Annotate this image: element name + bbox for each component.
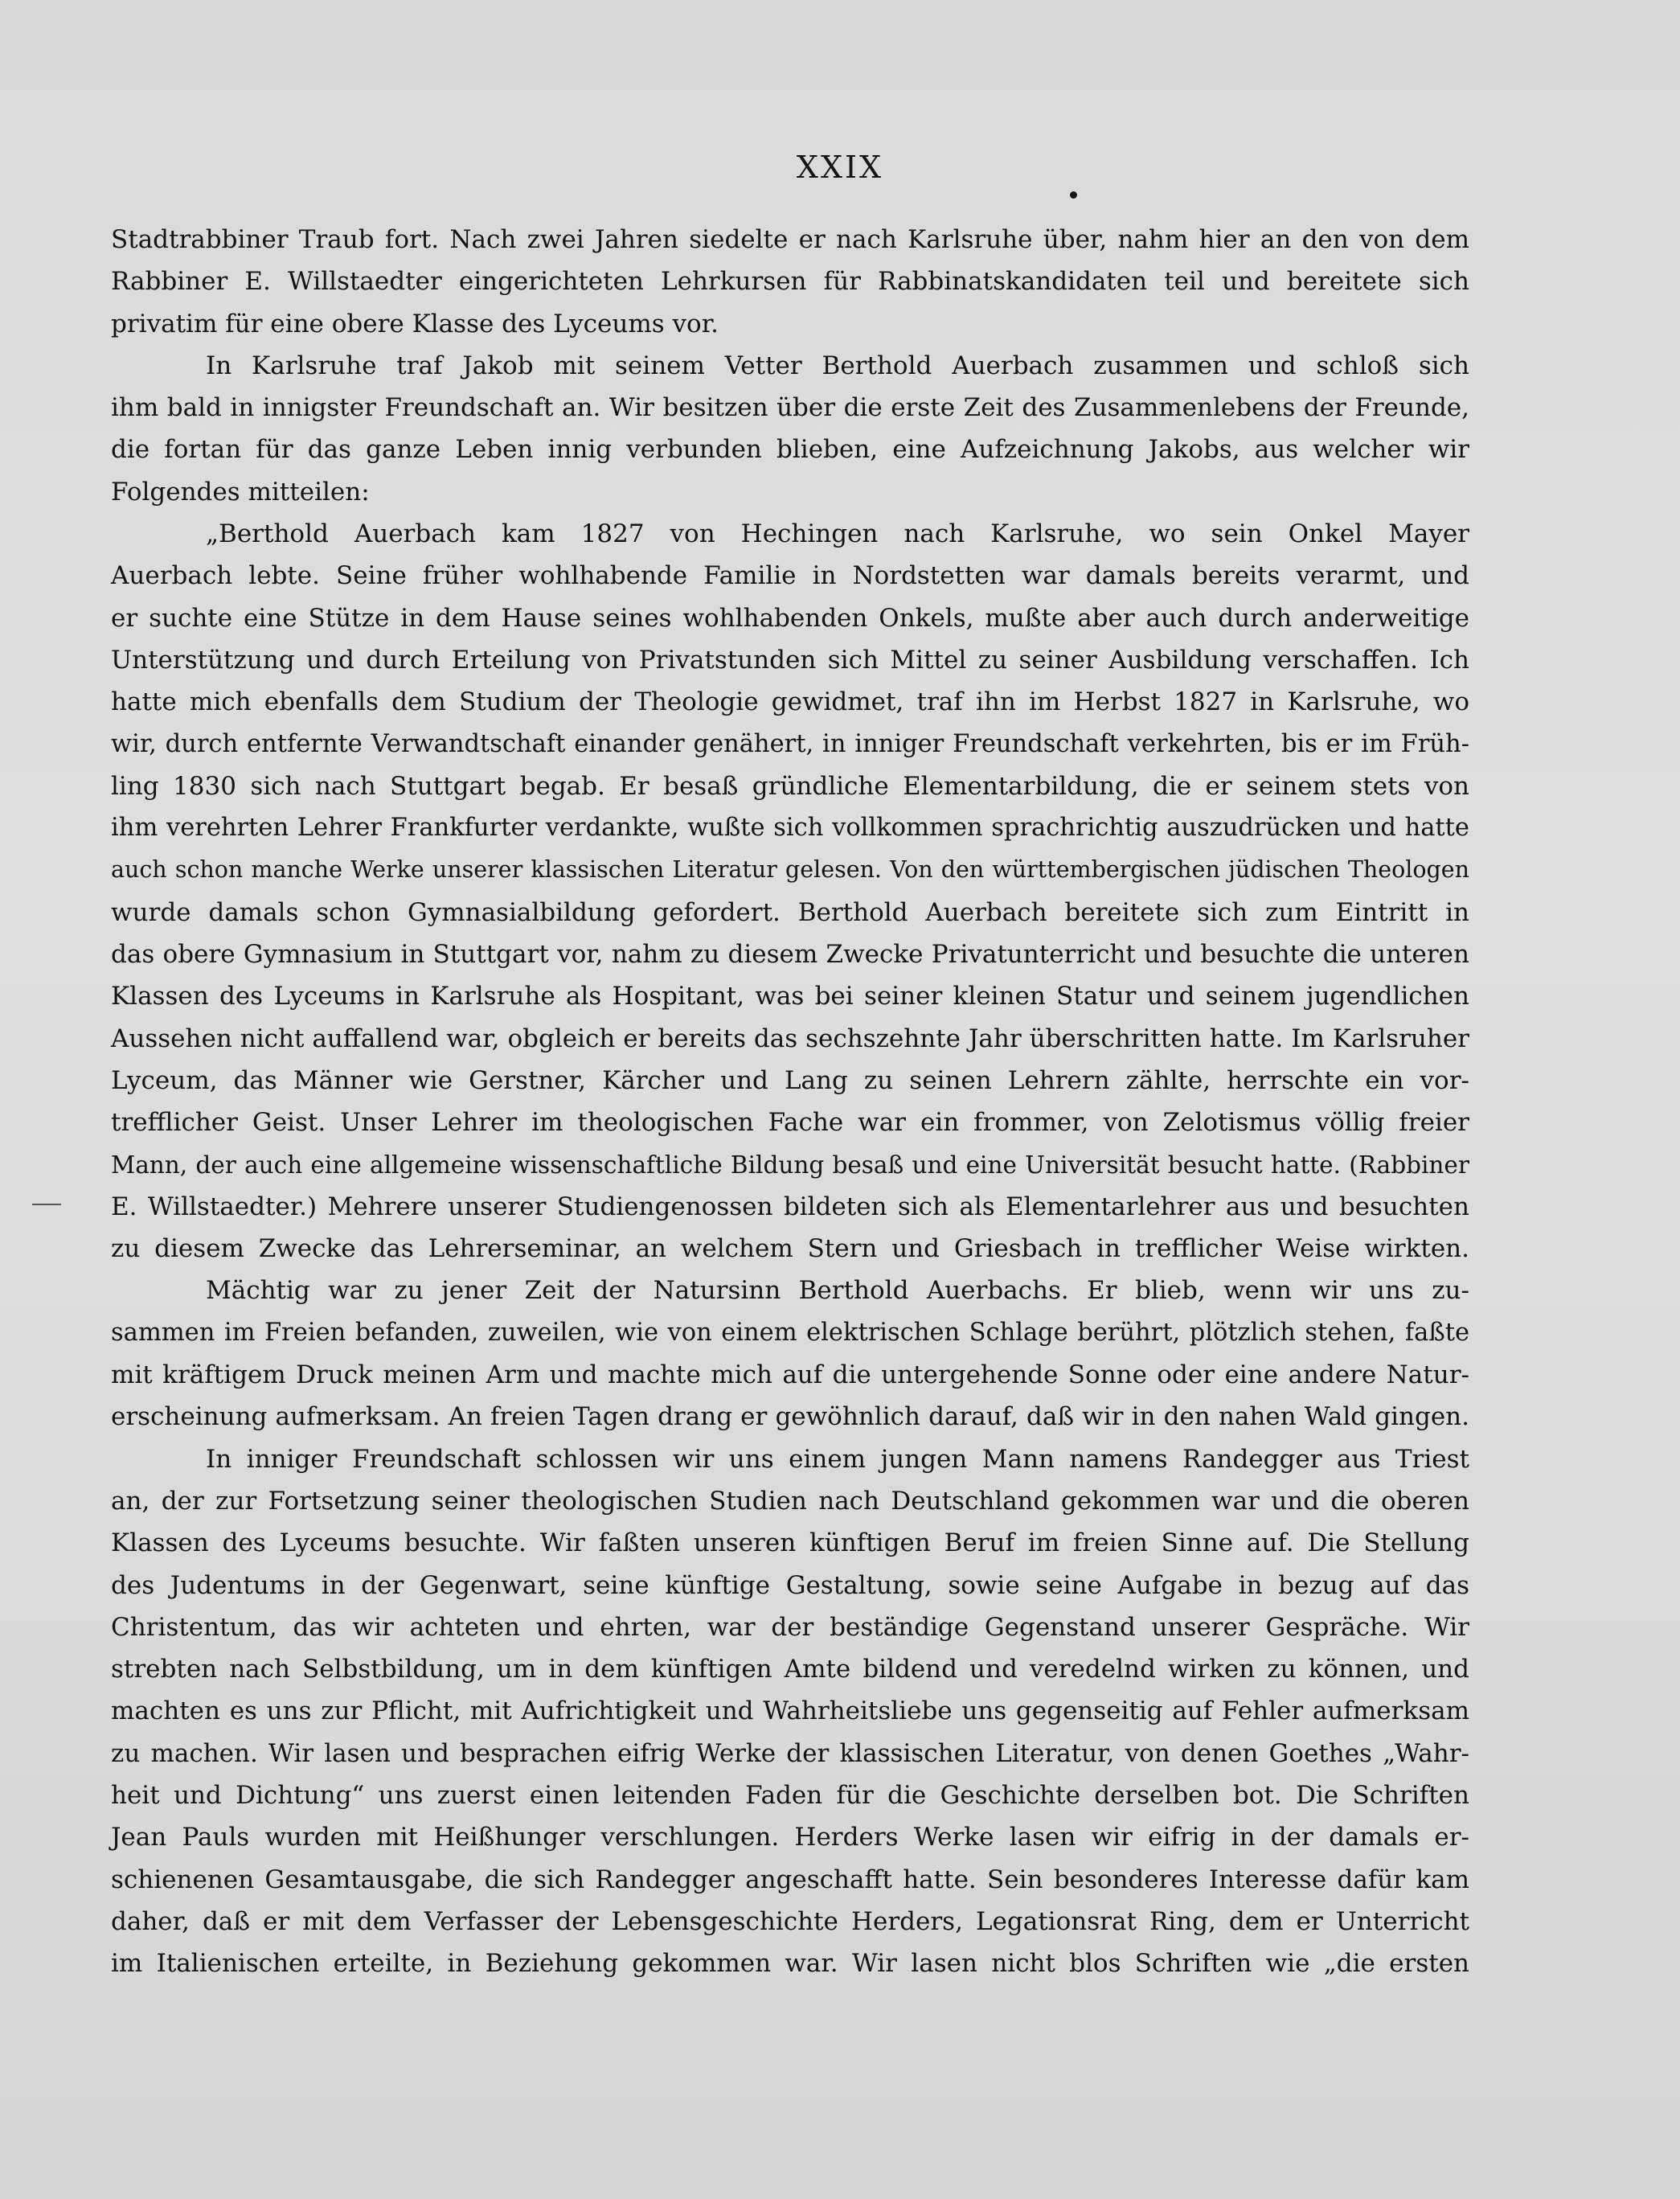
text-line: machten es uns zur Pflicht, mit Aufrichtigkeit und Wahrheitsliebe uns gegenseitig auf Fehler aufmerksam [111, 1696, 1469, 1726]
text-line: In Karlsruhe traf Jakob mit seinem Vetter Berthold Auerbach zusammen und schloß sich [206, 351, 1469, 380]
margin-mark [32, 1204, 61, 1205]
text-line: heit und Dichtung“ uns zuerst einen leitenden Faden für die Geschichte derselben bot. Die Schriften [111, 1780, 1469, 1810]
text-line: Unterstützung und durch Erteilung von Privatstunden sich Mittel zu seiner Ausbildung verschaffen. Ich [111, 645, 1469, 675]
text-line: privatim für eine obere Klasse des Lyceums vor. [111, 309, 719, 338]
text-line: Klassen des Lyceums besuchte. Wir faßten unseren künftigen Beruf im freien Sinne auf. Die Stellung [111, 1528, 1469, 1558]
text-line: Lyceum, das Männer wie Gerstner, Kärcher und Lang zu seinen Lehrern zählte, herrschte ein vor- [111, 1065, 1469, 1095]
text-line: Stadtrabbiner Traub fort. Nach zwei Jahren siedelte er nach Karlsruhe über, nahm hier an den von dem [111, 225, 1469, 254]
body-text [111, 219, 1469, 1984]
text-line: sammen im Freien befanden, zuweilen, wie von einem elektrischen Schlage berührt, plötzlich stehen, faßte [111, 1318, 1469, 1347]
text-line: wurde damals schon Gymnasialbildung gefordert. Berthold Auerbach bereitete sich zum Eintritt in [111, 897, 1469, 927]
text-line: Mann, der auch eine allgemeine wissenschaftliche Bildung besaß und eine Universität besucht hatte. (Rabbiner [111, 1151, 1469, 1179]
text-line: Klassen des Lyceums in Karlsruhe als Hospitant, was bei seiner kleinen Statur und seinem jugendlichen [111, 982, 1469, 1011]
text-line: Folgendes mitteilen: [111, 477, 370, 507]
text-line: erscheinung aufmerksam. An freien Tagen drang er gewöhnlich darauf, daß wir in den nahen Wald gingen. [111, 1402, 1469, 1432]
text-line: ling 1830 sich nach Stuttgart begab. Er besaß gründliche Elementarbildung, die er seinem stets von [111, 771, 1469, 801]
ink-dot [1070, 191, 1077, 199]
text-line: wir, durch entfernte Verwandtschaft einander genähert, in inniger Freundschaft verkehrten, bis er im Früh- [111, 729, 1469, 758]
text-line: trefflicher Geist. Unser Lehrer im theologischen Fache war ein frommer, von Zelotismus völlig freier [111, 1108, 1469, 1138]
text-line: Jean Pauls wurden mit Heißhunger verschlungen. Herders Werke lasen wir eifrig in der damals er- [111, 1823, 1469, 1852]
text-line: die fortan für das ganze Leben innig verbunden blieben, eine Aufzeichnung Jakobs, aus welcher wir [111, 435, 1469, 465]
text-line: des Judentums in der Gegenwart, seine künftige Gestaltung, sowie seine Aufgabe in bezug auf das [111, 1570, 1469, 1600]
text-line: Christentum, das wir achteten und ehrten, war der beständige Gegenstand unserer Gespräche. Wir [111, 1612, 1469, 1642]
text-line: daher, daß er mit dem Verfasser der Lebensgeschichte Herders, Legationsrat Ring, dem er Unterricht [111, 1906, 1469, 1936]
text-line: mit kräftigem Druck meinen Arm und machte mich auf die untergehende Sonne oder eine andere Natur- [111, 1360, 1469, 1390]
text-line: zu machen. Wir lasen und besprachen eifrig Werke der klassischen Literatur, von denen Goethes „Wahr- [111, 1738, 1469, 1768]
text-line: In inniger Freundschaft schlossen wir uns einem jungen Mann namens Randegger aus Triest [206, 1444, 1469, 1474]
text-line: E. Willstaedter.) Mehrere unserer Studiengenossen bildeten sich als Elementarlehrer aus und besuchten [111, 1192, 1469, 1221]
text-line: Aussehen nicht auffallend war, obgleich er bereits das sechszehnte Jahr überschritten hatte. Im Karlsruher [111, 1024, 1469, 1053]
page-number: XXIX [796, 150, 884, 185]
text-line: ihm bald in innigster Freundschaft an. Wir besitzen über die erste Zeit des Zusammenlebens der Freunde, [111, 393, 1469, 423]
text-line: „Berthold Auerbach kam 1827 von Hechingen nach Karlsruhe, wo sein Onkel Mayer [206, 519, 1469, 549]
text-line: strebten nach Selbstbildung, um in dem künftigen Amte bildend und veredelnd wirken zu können, und [111, 1655, 1469, 1684]
text-line: ihm verehrten Lehrer Frankfurter verdankte, wußte sich vollkommen sprachrichtig auszudrücken und hatte [111, 814, 1469, 843]
text-line: Mächtig war zu jener Zeit der Natursinn Berthold Auerbachs. Er blieb, wenn wir uns zu- [206, 1276, 1469, 1306]
text-line: das obere Gymnasium in Stuttgart vor, nahm zu diesem Zwecke Privatunterricht und besuchte die unteren [111, 940, 1469, 970]
text-line: Auerbach lebte. Seine früher wohlhabende Familie in Nordstetten war damals bereits verarmt, und [111, 561, 1469, 591]
text-line: auch schon manche Werke unserer klassischen Literatur gelesen. Von den württembergischen jüdischen Theologen [111, 856, 1469, 884]
text-line: schienenen Gesamtausgabe, die sich Randegger angeschafft hatte. Sein besonderes Interesse dafür kam [111, 1865, 1469, 1894]
text-line: zu diesem Zwecke das Lehrerseminar, an welchem Stern und Griesbach in trefflicher Weise wirkten. [111, 1234, 1469, 1264]
text-line: Rabbiner E. Willstaedter eingerichteten Lehrkursen für Rabbinatskandidaten teil und bereitete sich [111, 267, 1469, 297]
text-line: hatte mich ebenfalls dem Studium der Theologie gewidmet, traf ihn im Herbst 1827 in Karlsruhe, wo [111, 687, 1469, 717]
text-line: im Italienischen erteilte, in Beziehung gekommen war. Wir lasen nicht blos Schriften wie „die ersten [111, 1949, 1469, 1979]
text-line: an, der zur Fortsetzung seiner theologischen Studien nach Deutschland gekommen war und die oberen [111, 1486, 1469, 1516]
text-line: er suchte eine Stütze in dem Hause seines wohlhabenden Onkels, mußte aber auch durch anderweitige [111, 603, 1469, 633]
